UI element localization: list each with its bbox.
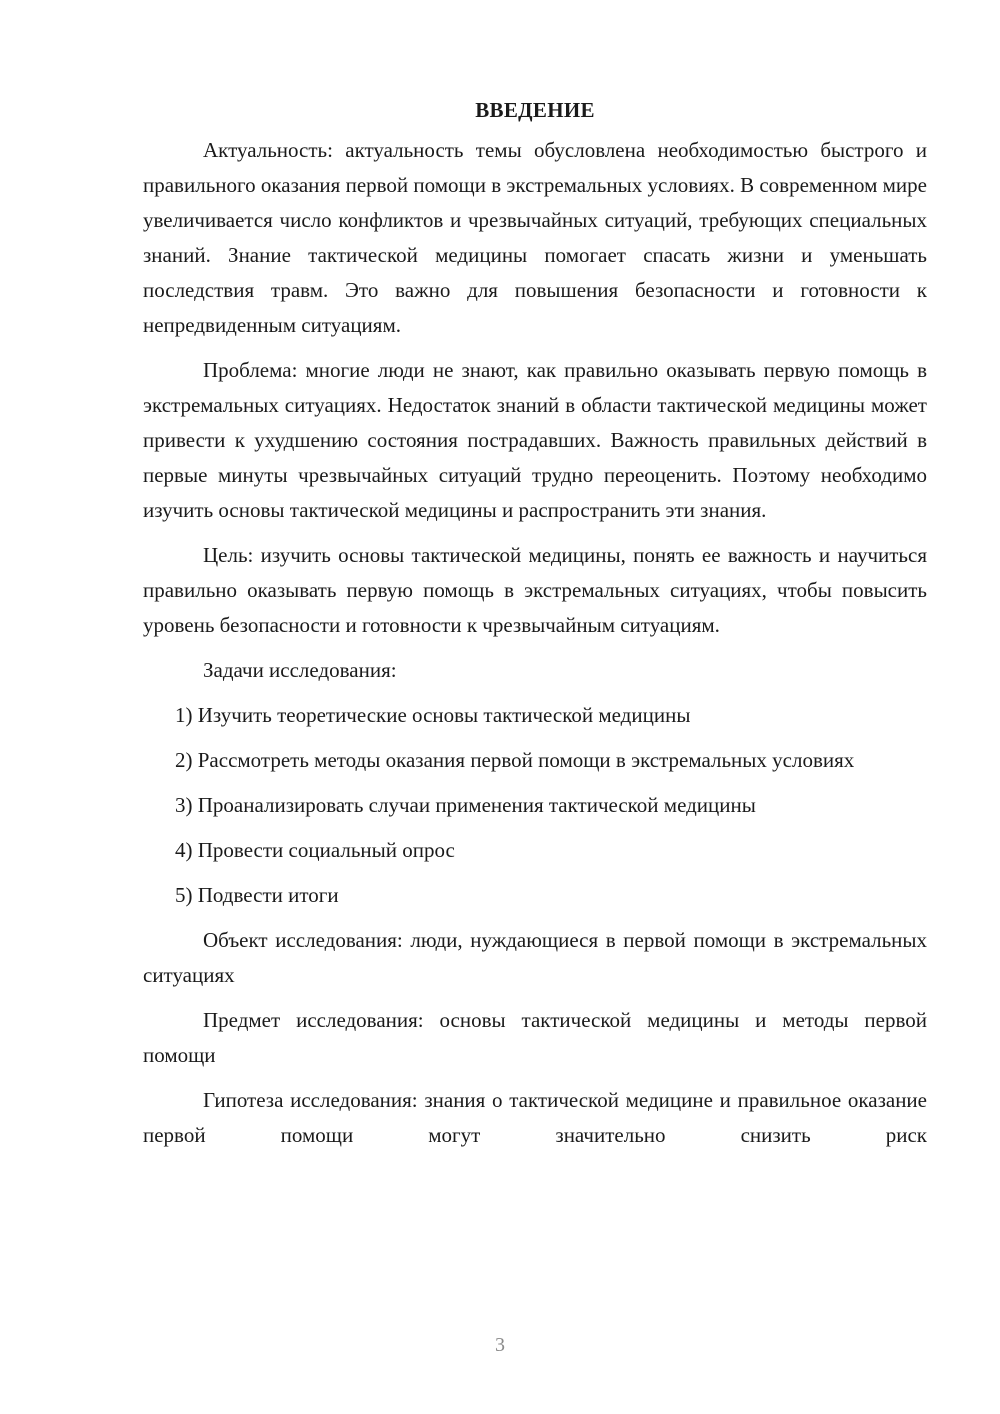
subject-paragraph: Предмет исследования: основы тактической медицины и методы первой помощи <box>143 1008 927 1067</box>
task-item: 3) Проанализировать случаи применения тактической медицины <box>175 793 756 817</box>
task-item: 4) Провести социальный опрос <box>175 838 455 862</box>
object-paragraph: Объект исследования: люди, нуждающиеся в первой помощи в экстремальных ситуациях <box>143 928 927 987</box>
problem-paragraph: Проблема: многие люди не знают, как правильно оказывать первую помощь в экстремальных ситуациях. Недостаток знаний в области тактической медицины может привести к ухудшению состояния пострадавших. Важность правильных действий в первые минуты чрезвычайных ситуаций трудно переоценить. Поэтому необходимо изучить основы тактической медицины и распространить эти знания. <box>143 358 927 522</box>
task-item: 5) Подвести итоги <box>175 883 339 907</box>
page-number: 3 <box>495 1334 505 1356</box>
document-page <box>143 96 927 1163</box>
goal-paragraph: Цель: изучить основы тактической медицины, понять ее важность и научиться правильно оказывать первую помощь в экстремальных ситуациях, чтобы повысить уровень безопасности и готовности к чрезвычайным ситуациям. <box>143 543 927 637</box>
hypothesis-paragraph: Гипотеза исследования: знания о тактической медицине и правильное оказание первой помощи могут значительно снизить риск <box>143 1088 927 1147</box>
task-item: 1) Изучить теоретические основы тактической медицины <box>175 703 691 727</box>
relevance-paragraph: Актуальность: актуальность темы обусловлена необходимостью быстрого и правильного оказания первой помощи в экстремальных условиях. В современном мире увеличивается число конфликтов и чрезвычайных ситуаций, требующих специальных знаний. Знание тактической медицины помогает спасать жизни и уменьшать последствия травм. Это важно для повышения безопасности и готовности к непредвиденным ситуациям. <box>143 138 927 337</box>
tasks-title: Задачи исследования: <box>203 658 397 682</box>
section-heading: ВВЕДЕНИЕ <box>475 98 595 122</box>
task-item: 2) Рассмотреть методы оказания первой помощи в экстремальных условиях <box>175 748 855 772</box>
